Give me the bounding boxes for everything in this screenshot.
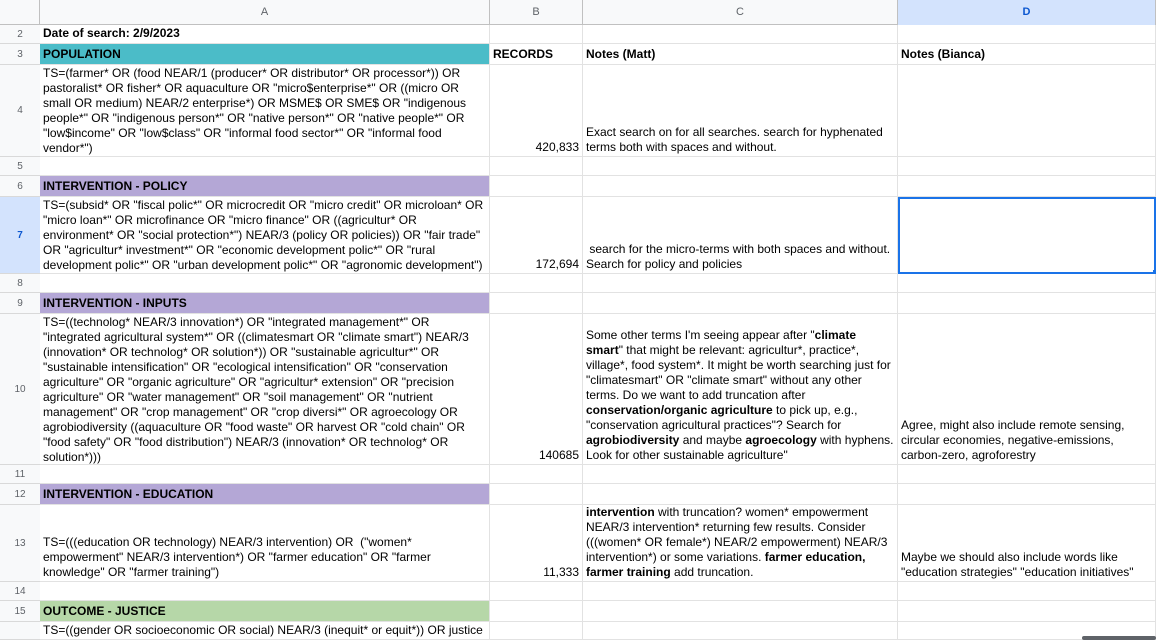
cell-a15-outcome-justice-header[interactable]: OUTCOME - JUSTICE <box>40 601 490 622</box>
cell-a2[interactable]: Date of search: 2/9/2023 <box>40 25 490 44</box>
cell-b4-records[interactable] <box>490 65 583 157</box>
notes-text: Maybe we should also include words like "education strategies" "education initiatives" <box>901 550 1134 579</box>
cell-d2[interactable] <box>898 25 1156 44</box>
row-header-14[interactable]: 14 <box>0 582 40 601</box>
cell-b11[interactable] <box>490 465 583 484</box>
row-header-6[interactable]: 6 <box>0 176 40 197</box>
select-all-corner[interactable] <box>0 0 40 25</box>
cell-a8[interactable] <box>40 274 490 293</box>
row-header-8[interactable]: 8 <box>0 274 40 293</box>
notes-text: search for the micro-terms with both spaces and without. Search for policy and policies <box>586 242 894 271</box>
row-header-9[interactable]: 9 <box>0 293 40 314</box>
cell-a4-population-query[interactable]: TS=(farmer* OR (food NEAR/1 (producer* OR distributor* OR processor*)) OR pastoralist* OR fisher* OR aquaculture OR "micro$enterprise*" OR ((micro OR small OR medium) NEAR/2 enterprise*) OR MSME$ OR SME$ OR "indigenous people*" OR "indigenous person*" OR "native person*" OR "native people*" OR "low$income" OR "low$class" OR "informal food sector*" OR "informal food vendor*") <box>40 65 490 157</box>
cell-c5[interactable] <box>583 157 898 176</box>
cell-d15[interactable] <box>898 601 1156 622</box>
cell-d14[interactable] <box>898 582 1156 601</box>
cell-b2[interactable] <box>490 25 583 44</box>
cell-d5[interactable] <box>898 157 1156 176</box>
cell-b15[interactable] <box>490 601 583 622</box>
cell-c9[interactable] <box>583 293 898 314</box>
records-value: 172,694 <box>535 257 579 271</box>
cell-a14[interactable] <box>40 582 490 601</box>
notes-text: Exact search on for all searches. search for hyphenated terms both with spaces and without. <box>586 125 887 154</box>
cell-b7-records[interactable] <box>490 197 583 274</box>
records-value: 140685 <box>538 448 579 462</box>
cell-c8[interactable] <box>583 274 898 293</box>
column-header-row <box>0 0 1156 25</box>
row-header-11[interactable]: 11 <box>0 465 40 484</box>
cell-d12[interactable] <box>898 484 1156 505</box>
cell-b13-records[interactable] <box>490 505 583 582</box>
horizontal-scrollbar-thumb[interactable] <box>1082 636 1156 640</box>
row-header-3[interactable]: 3 <box>0 44 40 65</box>
row-header-10[interactable]: 10 <box>0 314 40 465</box>
cell-c7-notes[interactable] <box>583 197 898 274</box>
cell-a3-population-header[interactable]: POPULATION <box>40 44 490 65</box>
cell-d8[interactable] <box>898 274 1156 293</box>
row-header-7[interactable]: 7 <box>0 197 40 274</box>
cell-d4[interactable] <box>898 65 1156 157</box>
cell-c16[interactable] <box>583 622 898 640</box>
cell-c4-notes[interactable] <box>583 65 898 157</box>
row-header-column <box>0 25 40 640</box>
cell-b9[interactable] <box>490 293 583 314</box>
notes-text: Some other terms I'm seeing appear after "climate smart" that might be relevant: agricultur*, practice*, village*, food system*. It might be worth searching just for "climatesmart" OR "climate smart" without any other terms. Do we want to add truncation after conservation/organic agriculture to pick up, e.g., "conservation agricultural practices"? Search for agrobiodiversity and maybe agroecology with hyphens. Look for other sustainable agriculture" <box>586 328 897 462</box>
query-text: TS=(((education OR technology) NEAR/3 intervention) OR ("women* empowerment" NEAR/3 intervention*) OR "farmer education" OR "farmer knowledge" OR "farmer training") <box>43 535 435 579</box>
cell-a13-education-query[interactable] <box>40 505 490 582</box>
cell-c10-notes[interactable] <box>583 314 898 465</box>
notes-text: intervention with truncation? women* empowerment NEAR/3 intervention* returning few results. Consider (((women* OR female*) NEAR/2 empowerment) NEAR/3 intervention*) or some variations. farmer education, farmer training add truncation. <box>586 505 891 579</box>
cell-b16[interactable] <box>490 622 583 640</box>
cell-b8[interactable] <box>490 274 583 293</box>
cell-a10-inputs-query[interactable]: TS=((technolog* NEAR/3 innovation*) OR "integrated management*" OR "integrated agricultural system*" OR ((climatesmart OR "climate smart") NEAR/3 (innovation* OR technolog* OR solution*)) OR "sustainable agricultur*" OR "sustainable intensification" OR "ecological intensification" OR "conservation agriculture" OR "organic agriculture" OR "agricultur* extension" OR "precision agriculture" OR "water management" OR "soil management" OR "nutrient management" OR "crop management" OR "crop diversi*" OR agroecology OR agrobiodiversity ((aquaculture OR "food waste" OR harvest OR "cold chain" OR "food safety" OR "food distribution") NEAR/3 (innovation* OR technolog* OR solution*))) <box>40 314 490 465</box>
cell-c2[interactable] <box>583 25 898 44</box>
cell-a16-justice-query[interactable]: TS=((gender OR socioeconomic OR social) NEAR/3 (inequit* or equit*)) OR justice <box>40 622 490 640</box>
row-header-2[interactable]: 2 <box>0 25 40 44</box>
cell-d13-notes[interactable] <box>898 505 1156 582</box>
row-header-15[interactable]: 15 <box>0 601 40 622</box>
cell-a12-intervention-education-header[interactable]: INTERVENTION - EDUCATION <box>40 484 490 505</box>
cell-d6[interactable] <box>898 176 1156 197</box>
cell-d11[interactable] <box>898 465 1156 484</box>
cell-d9[interactable] <box>898 293 1156 314</box>
row-header-13[interactable]: 13 <box>0 505 40 582</box>
cell-b14[interactable] <box>490 582 583 601</box>
row-header-12[interactable]: 12 <box>0 484 40 505</box>
cell-d10-notes[interactable] <box>898 314 1156 465</box>
notes-text: Agree, might also include remote sensing, circular economies, negative-emissions, carbon-zero, agroforestry <box>901 418 1128 462</box>
cell-a11[interactable] <box>40 465 490 484</box>
cell-c14[interactable] <box>583 582 898 601</box>
column-header-a[interactable]: A <box>40 0 490 25</box>
cell-c15[interactable] <box>583 601 898 622</box>
records-value: 11,333 <box>543 565 579 579</box>
cell-a9-intervention-inputs-header[interactable]: INTERVENTION - INPUTS <box>40 293 490 314</box>
cell-b3-records-header[interactable]: RECORDS <box>490 44 583 65</box>
cell-c3-notes-matt-header[interactable]: Notes (Matt) <box>583 44 898 65</box>
cell-a7-policy-query[interactable]: TS=(subsid* OR "fiscal polic*" OR microcredit OR "micro credit" OR microloan* OR "micro loan*" OR microfinance OR "micro finance" OR ((agricultur* OR environment* OR "social protection*") NEAR/3 (policy OR policies)) OR "fair trade" OR "agricultur* investment*" OR "economic development polic*" OR "rural development polic*" OR "urban development polic*" OR "agronomic development") <box>40 197 490 274</box>
cell-c11[interactable] <box>583 465 898 484</box>
cell-d7-selected[interactable] <box>898 197 1156 274</box>
cell-a6-intervention-policy-header[interactable]: INTERVENTION - POLICY <box>40 176 490 197</box>
column-header-b[interactable]: B <box>490 0 583 25</box>
cell-c6[interactable] <box>583 176 898 197</box>
cell-b10-records[interactable] <box>490 314 583 465</box>
row-header-5[interactable]: 5 <box>0 157 40 176</box>
records-value: 420,833 <box>535 140 579 154</box>
cell-b5[interactable] <box>490 157 583 176</box>
cell-a5[interactable] <box>40 157 490 176</box>
cell-c13-notes[interactable] <box>583 505 898 582</box>
cell-d3-notes-bianca-header[interactable]: Notes (Bianca) <box>898 44 1156 65</box>
column-header-d[interactable]: D <box>898 0 1156 25</box>
column-header-c[interactable]: C <box>583 0 898 25</box>
cell-c12[interactable] <box>583 484 898 505</box>
row-header-4[interactable]: 4 <box>0 65 40 157</box>
row-header-16[interactable] <box>0 622 40 640</box>
cell-b12[interactable] <box>490 484 583 505</box>
cell-b6[interactable] <box>490 176 583 197</box>
